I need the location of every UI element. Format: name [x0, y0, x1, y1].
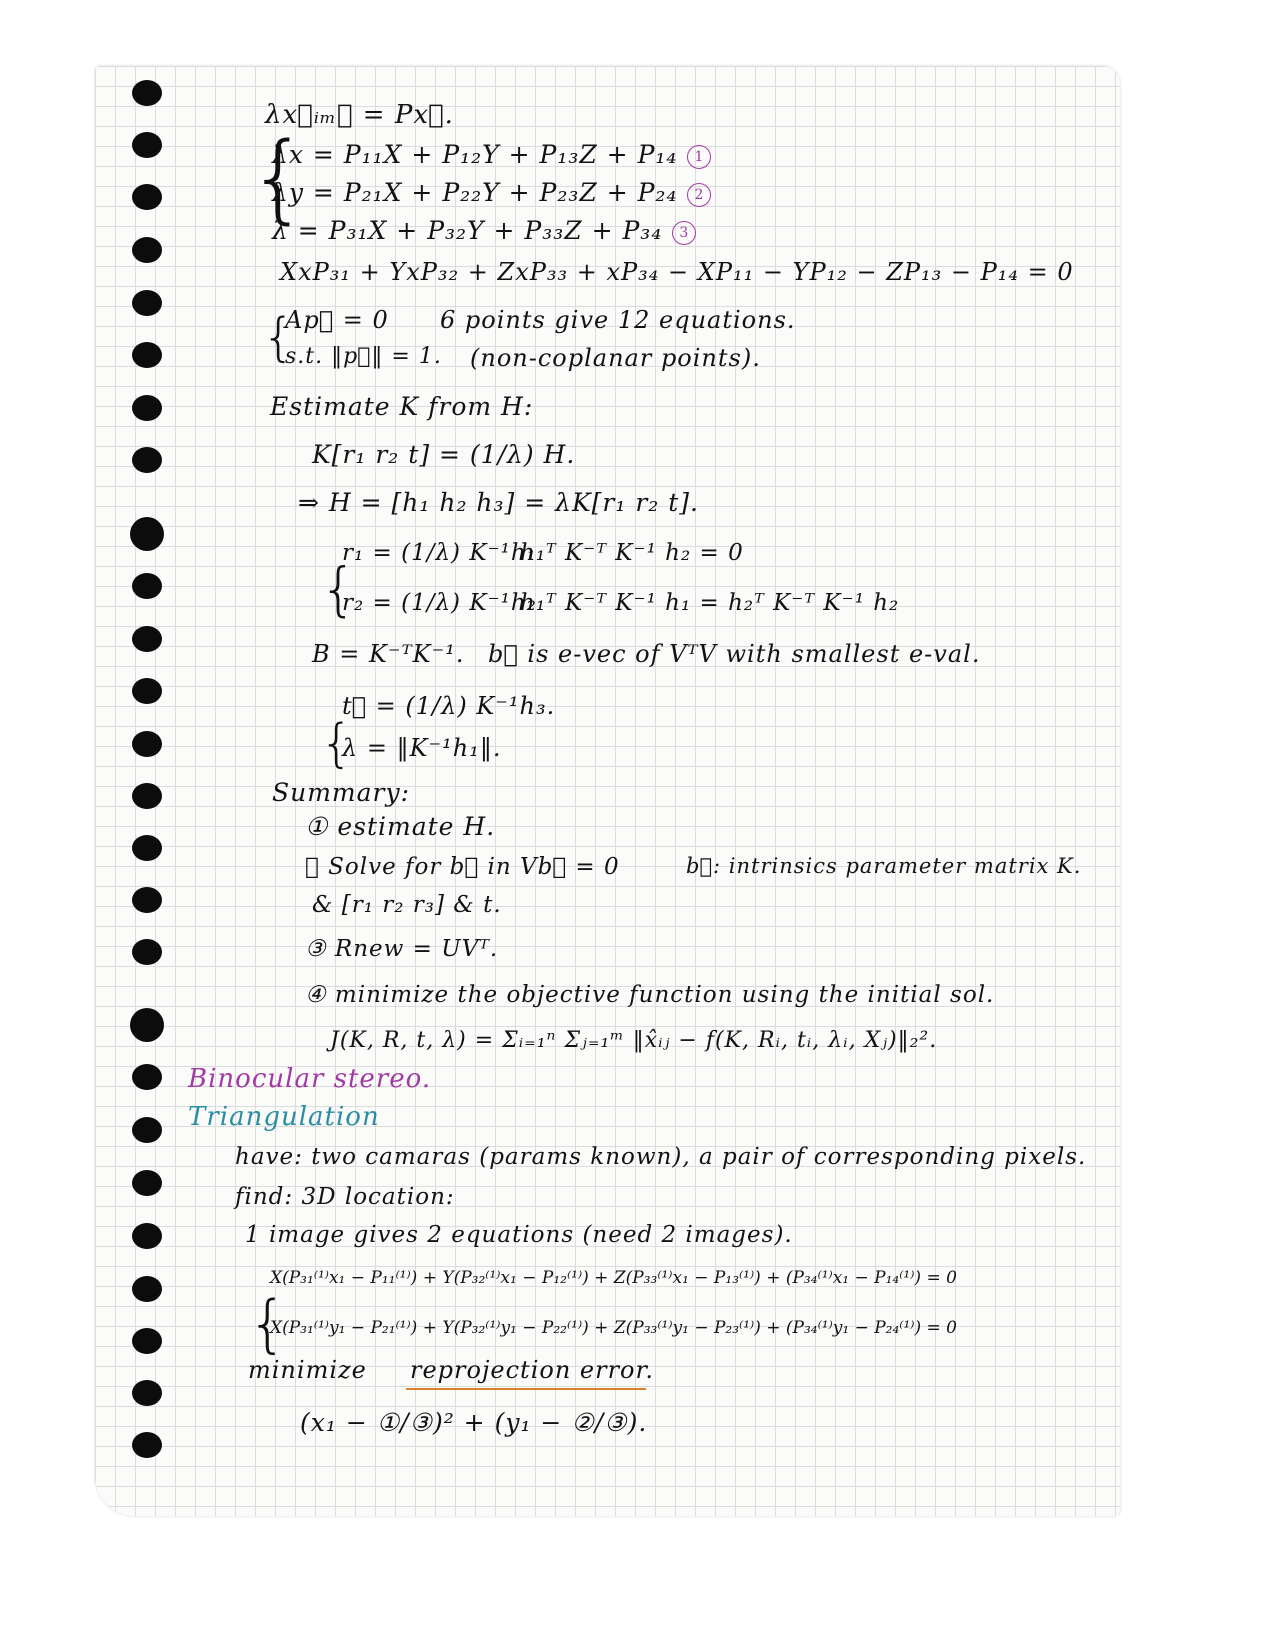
eq-projection: λx⃗ᵢₘ𝓰 = Px⃗.	[265, 100, 454, 130]
eq-lambda: λ = ‖K⁻¹h₁‖.	[342, 734, 502, 762]
circled-number-2: 2	[687, 183, 711, 207]
eq-row-1-text: λx = P₁₁X + P₁₂Y + P₁₃Z + P₁₄	[272, 140, 678, 169]
eq-objective: J(K, R, t, λ) = Σᵢ₌₁ⁿ Σⱼ₌₁ᵐ ‖x̂ᵢⱼ − f(K, Rᵢ, tᵢ, λᵢ, Xⱼ)‖₂².	[330, 1028, 938, 1053]
eq-k-r-t: K[r₁ r₂ t] = (1/λ) H.	[312, 440, 576, 469]
binding-hole	[132, 731, 162, 757]
binding-hole	[132, 887, 162, 913]
text-minimize: minimize	[248, 1356, 367, 1384]
binding-hole	[132, 626, 162, 652]
eq-row-3-text: λ = P₃₁X + P₃₂Y + P₃₃Z + P₃₄	[272, 216, 663, 245]
summary-step-4: ④ minimize the objective function using the initial sol.	[305, 982, 995, 1008]
binding-hole	[132, 1328, 162, 1354]
eq-triangulation-2: X(P₃₁⁽¹⁾y₁ − P₂₁⁽¹⁾) + Y(P₃₂⁽¹⁾y₁ − P₂₂⁽¹⁾) + Z(P₃₃⁽¹⁾y₁ − P₂₃⁽¹⁾) + (P₃₄⁽¹⁾y₁ − P₂₄⁽¹⁾) = 0	[270, 1318, 957, 1338]
text-equations-per-image: 1 image gives 2 equations (need 2 images).	[245, 1222, 793, 1248]
binding-hole	[130, 1008, 164, 1042]
brace-system-5: {	[248, 1287, 288, 1360]
circled-number-1: 1	[687, 145, 711, 169]
binding-hole	[132, 939, 162, 965]
eq-row-3	[272, 216, 696, 245]
summary-step-1: ① estimate H.	[305, 812, 496, 841]
binding-hole	[132, 783, 162, 809]
note-non-coplanar: (non-coplanar points).	[470, 344, 761, 372]
circled-number-3: 3	[672, 221, 696, 245]
brace-system-2: {	[262, 308, 296, 368]
binding-hole	[132, 1276, 162, 1302]
eq-reprojection-error: (x₁ − ①/③)² + (y₁ − ②/③).	[300, 1408, 648, 1437]
eq-ap-zero: Ap⃗ = 0	[285, 306, 389, 334]
summary-step-2: ② Solve for b⃗ in Vb⃗ = 0	[305, 854, 620, 880]
binding-hole	[132, 342, 162, 368]
brace-system-3: {	[320, 555, 357, 623]
heading-binocular-stereo: Binocular stereo.	[188, 1064, 432, 1094]
summary-step-2-cont: & [r₁ r₂ r₃] & t.	[312, 892, 502, 918]
eq-constraint: s.t. ‖p⃗‖ = 1.	[285, 344, 442, 369]
eq-orthogonality: h₁ᵀ K⁻ᵀ K⁻¹ h₂ = 0	[520, 540, 744, 566]
text-reprojection-error: reprojection error.	[410, 1356, 654, 1384]
heading-estimate-k: Estimate K from H:	[270, 392, 534, 421]
reprojection-underline	[406, 1388, 646, 1390]
eq-linear-combination: XxP₃₁ + YxP₃₂ + ZxP₃₃ + xP₃₄ − XP₁₁ − YP₁₂ − ZP₁₃ − P₁₄ = 0	[280, 258, 1074, 286]
eq-triangulation-1: X(P₃₁⁽¹⁾x₁ − P₁₁⁽¹⁾) + Y(P₃₂⁽¹⁾x₁ − P₁₂⁽¹⁾) + Z(P₃₃⁽¹⁾x₁ − P₁₃⁽¹⁾) + (P₃₄⁽¹⁾x₁ − P₁₄⁽¹⁾) = 0	[270, 1268, 957, 1288]
binding-hole	[132, 290, 162, 316]
brace-system-1: {	[248, 122, 310, 234]
binding-hole	[132, 184, 162, 210]
eq-equal-norm: h₁ᵀ K⁻ᵀ K⁻¹ h₁ = h₂ᵀ K⁻ᵀ K⁻¹ h₂	[520, 590, 900, 616]
eq-h-decomposition: ⇒ H = [h₁ h₂ h₃] = λK[r₁ r₂ t].	[298, 488, 700, 517]
binding-hole	[132, 237, 162, 263]
text-have: have: two camaras (params known), a pair of corresponding pixels.	[235, 1144, 1087, 1170]
text-find: find: 3D location:	[235, 1184, 455, 1210]
binding-hole	[132, 1223, 162, 1249]
binding-hole	[132, 573, 162, 599]
binding-hole	[132, 678, 162, 704]
binding-hole	[132, 1117, 162, 1143]
eq-row-2-text: λy = P₂₁X + P₂₂Y + P₂₃Z + P₂₄	[272, 178, 678, 207]
summary-step-3: ③ Rnew = UVᵀ.	[305, 936, 499, 962]
eq-r2: r₂ = (1/λ) K⁻¹h₂	[342, 590, 537, 616]
binding-hole	[132, 1064, 162, 1090]
eq-row-2	[272, 178, 711, 207]
binding-hole	[132, 1380, 162, 1406]
binding-hole	[132, 835, 162, 861]
eq-r1: r₁ = (1/λ) K⁻¹h₁	[342, 540, 537, 566]
binding-hole	[132, 132, 162, 158]
binding-hole	[132, 1432, 162, 1458]
note-eigenvector: b⃗ is e-vec of VᵀV with smallest e-val.	[488, 640, 981, 668]
heading-triangulation: Triangulation	[188, 1102, 380, 1132]
note-six-points: 6 points give 12 equations.	[440, 306, 796, 334]
brace-system-4: {	[320, 714, 354, 774]
eq-b-definition: B = K⁻ᵀK⁻¹.	[312, 640, 465, 668]
binding-hole	[132, 447, 162, 473]
eq-t: t⃗ = (1/λ) K⁻¹h₃.	[342, 692, 556, 720]
binding-hole	[132, 80, 162, 106]
binding-hole	[132, 395, 162, 421]
heading-summary: Summary:	[272, 778, 411, 807]
binding-hole	[132, 1170, 162, 1196]
binding-hole	[130, 517, 164, 551]
note-intrinsics: b⃗: intrinsics parameter matrix K.	[686, 854, 1082, 878]
eq-row-1	[272, 140, 711, 169]
